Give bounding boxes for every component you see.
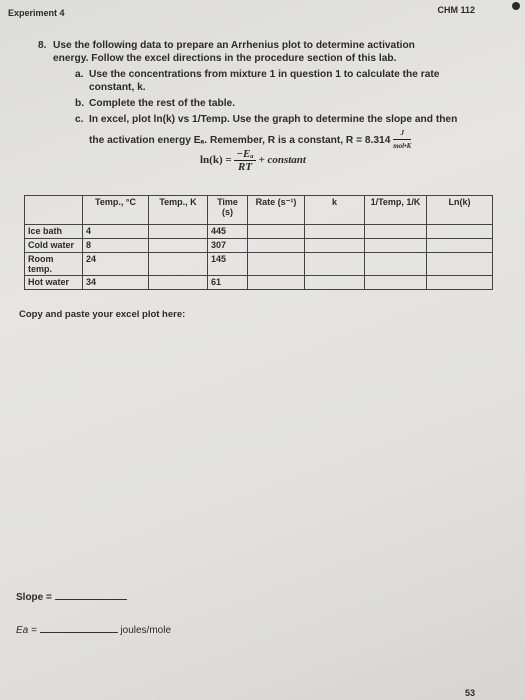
header-cell: Time (s) [208,196,248,225]
slope-label: Slope = [16,592,52,603]
row-label-cell: Cold water [25,239,83,253]
table-cell[interactable] [305,225,365,239]
formula-numerator: −Eₐ [236,148,254,160]
header-cell: Temp., °C [83,196,149,225]
item-line: Use the concentrations from mixture 1 in question 1 to calculate the rate [89,69,440,80]
table-header-row [25,196,493,225]
header-experiment: Experiment 4 [8,8,65,18]
question-number: 8. [38,40,47,51]
header-course: CHM 112 [437,5,475,15]
item-line-with-unit: the activation energy Eₐ. Remember, R is a constant, R = 8.314 $\frac{J}{\text{mol•K}}$ [89,127,479,153]
header-cell [25,196,83,225]
ea-unit: joules/mole [120,625,172,636]
item-text [89,98,479,111]
arrhenius-formula [200,148,306,173]
table-cell[interactable] [149,276,208,290]
corner-mark [512,2,520,10]
table-cell[interactable] [248,276,305,290]
header-cell: 1/Temp, 1/K [365,196,427,225]
item-line: In excel, plot ln(k) vs 1/Temp. Use the graph to determine the slope and then [89,114,458,125]
table-cell[interactable] [248,253,305,276]
item-line: Complete the rest of the table. [89,98,236,109]
table-cell[interactable]: 145 [208,253,248,276]
item-line: constant, k. [89,81,146,93]
copy-paste-label: Copy and paste your excel plot here: [19,309,186,320]
formula-denominator: RT [238,161,253,173]
table-cell[interactable] [305,239,365,253]
table-cell[interactable]: 61 [208,276,248,290]
table-cell[interactable] [149,253,208,276]
item-text [89,69,479,94]
table-cell[interactable] [149,225,208,239]
table-cell[interactable] [305,253,365,276]
header-cell: Ln(k) [427,196,493,225]
table-cell[interactable] [248,225,305,239]
table-cell[interactable] [427,239,493,253]
data-table [24,195,493,290]
table-cell[interactable]: 34 [83,276,149,290]
row-label-cell: Hot water [25,276,83,290]
table-cell[interactable] [305,276,365,290]
r-unit: $\frac{J}{\text{mol•K}}$ [393,128,412,151]
ea-line [16,623,171,636]
table-row [25,253,493,276]
table-cell[interactable] [149,239,208,253]
table-cell[interactable]: 307 [208,239,248,253]
header-cell: Temp., K [149,196,208,225]
table-cell[interactable]: 8 [83,239,149,253]
table-row [25,276,493,290]
table-cell[interactable] [427,225,493,239]
formula-lhs: ln(k) = [200,154,232,167]
formula-rhs: + constant [258,154,306,167]
table-cell[interactable] [365,253,427,276]
item-letter: b. [75,98,85,109]
table-cell[interactable] [248,239,305,253]
row-label-cell: Room temp. [25,253,83,276]
question-text [53,40,473,65]
slope-line [16,590,127,603]
header-cell: Rate (s⁻¹) [248,196,305,225]
ea-label: Ea = [16,625,37,636]
page-number: 53 [464,688,475,698]
slope-blank[interactable] [55,590,127,600]
table-cell[interactable] [427,253,493,276]
table-row [25,239,493,253]
table-cell[interactable] [365,239,427,253]
table-cell[interactable] [427,276,493,290]
table-cell[interactable] [365,276,427,290]
table-cell[interactable] [365,225,427,239]
table-cell[interactable]: 4 [83,225,149,239]
question-line: Use the following data to prepare an Arrhenius plot to determine activation [53,40,415,51]
item-text [89,114,479,153]
table-row [25,225,493,239]
header-cell: k [305,196,365,225]
row-label-cell: Ice bath [25,225,83,239]
item-letter: c. [75,114,84,125]
table-cell[interactable]: 445 [208,225,248,239]
ea-blank[interactable] [40,623,118,633]
table-cell[interactable]: 24 [83,253,149,276]
formula-fraction [234,148,255,173]
item-letter: a. [75,69,84,80]
question-line: energy. Follow the excel directions in the procedure section of this lab. [53,52,397,64]
